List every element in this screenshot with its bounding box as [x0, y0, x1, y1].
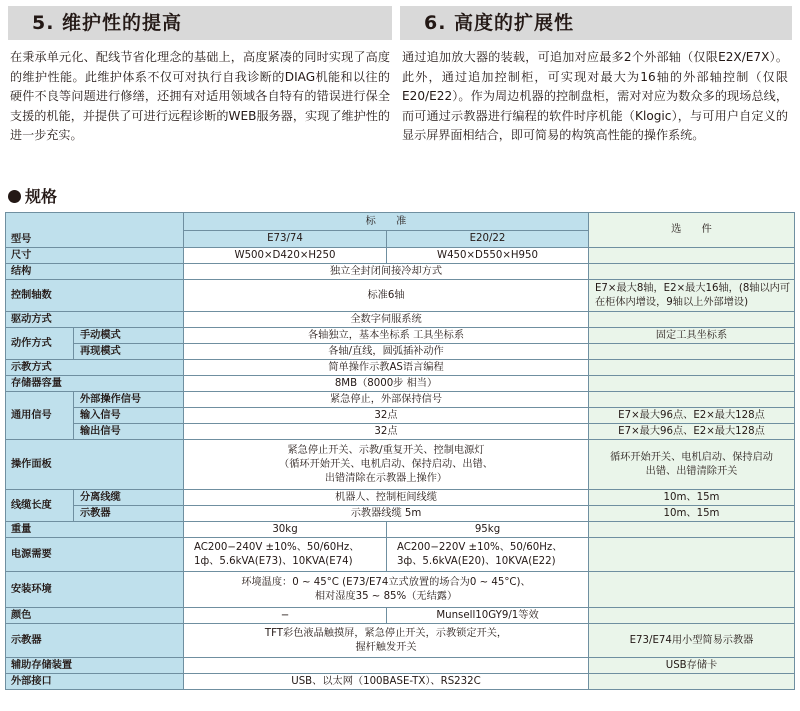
cable-label: 线缆长度	[6, 490, 74, 522]
spec-heading-text: 规格	[25, 187, 58, 206]
panel-label: 操作面板	[6, 440, 184, 490]
drive-opt	[589, 312, 795, 328]
color-b: Munsell10GY9/1等效	[387, 608, 589, 624]
table-row	[6, 538, 795, 572]
env-line: 相对湿度35 ~ 85%（无结露）	[314, 590, 458, 602]
weight-b: 95kg	[387, 522, 589, 538]
panel-opt-line: 出错、出错清除开关	[645, 465, 738, 477]
teach-value: 简单操作示教AS语言编程	[184, 360, 589, 376]
spec-heading	[8, 186, 57, 208]
replay-mode-opt	[589, 344, 795, 360]
env-label: 安装环境	[6, 572, 184, 608]
replay-mode-value: 各轴/直线，圆弧插补动作	[184, 344, 589, 360]
axes-label: 控制轴数	[6, 280, 184, 312]
manual-mode-value: 各轴独立，基本坐标系 工具坐标系	[184, 328, 589, 344]
table-row	[6, 248, 795, 264]
table-row	[6, 312, 795, 328]
spec-table	[5, 212, 795, 690]
manual-mode-opt: 固定工具坐标系	[589, 328, 795, 344]
table-row	[6, 624, 795, 658]
power-b	[387, 538, 589, 572]
input-signal-value: 32点	[184, 408, 589, 424]
color-label: 颜色	[6, 608, 184, 624]
output-signal-value: 32点	[184, 424, 589, 440]
sep-cable-opt: 10m、15m	[589, 490, 795, 506]
teach-opt	[589, 360, 795, 376]
table-row	[6, 522, 795, 538]
table-row	[6, 264, 795, 280]
weight-a: 30kg	[184, 522, 387, 538]
storage-label: 辅助存储装置	[6, 658, 184, 674]
table-row	[6, 328, 795, 344]
input-signal-label: 输入信号	[74, 408, 184, 424]
bullet-icon	[8, 190, 21, 203]
model-label-cell	[6, 213, 184, 248]
table-row	[6, 440, 795, 490]
pendant-cable-value: 示教器线缆 5m	[184, 506, 589, 522]
drive-value: 全数字伺服系统	[184, 312, 589, 328]
input-signal-opt: E7×最大96点、E2×最大128点	[589, 408, 795, 424]
model-label: 型号	[11, 234, 32, 245]
standard-header: 标 准	[184, 213, 589, 231]
panel-line: 出错清除在示教器上操作）	[324, 472, 448, 484]
structure-label: 结构	[6, 264, 184, 280]
option-header: 选 件	[589, 213, 795, 248]
size-a: W500×D420×H250	[184, 248, 387, 264]
panel-opt	[589, 440, 795, 490]
panel-opt-line: 循环开始开关、电机启动、保持启动	[610, 451, 773, 463]
pendant-line: 握杆触发开关	[355, 641, 417, 653]
table-row	[6, 424, 795, 440]
io-label: 通用信号	[6, 392, 74, 440]
table-row	[6, 408, 795, 424]
table-row	[6, 392, 795, 408]
memory-label: 存储器容量	[6, 376, 184, 392]
size-b: W450×D550×H950	[387, 248, 589, 264]
sep-cable-value: 机器人、控制柜间线缆	[184, 490, 589, 506]
pendant-value	[184, 624, 589, 658]
pendant-label: 示教器	[6, 624, 184, 658]
sep-cable-label: 分离线缆	[74, 490, 184, 506]
model-b: E20/22	[387, 231, 589, 248]
power-opt	[589, 538, 795, 572]
table-row	[6, 490, 795, 506]
ports-opt	[589, 674, 795, 690]
size-opt	[589, 248, 795, 264]
replay-mode-label: 再现模式	[74, 344, 184, 360]
table-row	[6, 344, 795, 360]
size-label: 尺寸	[6, 248, 184, 264]
axes-opt: E7×最大8轴，E2×最大16轴，(8轴以内可在柜体内增设，9轴以上外部增设)	[589, 280, 795, 312]
axes-value: 标准6轴	[184, 280, 589, 312]
power-b-line: 3ф、5.6kVA(E20)、10KVA(E22)	[397, 555, 556, 567]
table-row	[6, 376, 795, 392]
section-6-title: 6. 高度的扩展性	[400, 6, 792, 40]
table-row	[6, 360, 795, 376]
table-row	[6, 280, 795, 312]
memory-value: 8MB（8000步 相当）	[184, 376, 589, 392]
color-opt	[589, 608, 795, 624]
env-opt	[589, 572, 795, 608]
teach-label: 示教方式	[6, 360, 184, 376]
ports-value: USB、以太网（100BASE-TX）、RS232C	[184, 674, 589, 690]
power-b-line: AC200−220V ±10%、50/60Hz、	[397, 541, 563, 553]
power-a	[184, 538, 387, 572]
pendant-opt: E73/E74用小型简易示教器	[589, 624, 795, 658]
section-6-body: 通过追加放大器的装载，可追加对应最多2个外部轴（仅限E2X/E7X）。此外，通过追加控制柜，可实现对最大为16轴的外部轴控制（仅限E20/E22）。作为周边机器的控制盘柜，需对对应为数众多的现场总线，而可通过示教器进行编程的软件时序机能（Klogic），与可用户自定义的显示屏界面相结合，即可简易的构筑高性能的操作系统。	[402, 50, 788, 143]
ports-label: 外部接口	[6, 674, 184, 690]
panel-value	[184, 440, 589, 490]
env-line: 环境温度：0 ~ 45°C (E73/E74立式放置的场合为0 ~ 45°C)、	[241, 576, 531, 588]
output-signal-label: 输出信号	[74, 424, 184, 440]
weight-label: 重量	[6, 522, 184, 538]
storage-opt: USB存储卡	[589, 658, 795, 674]
table-row	[6, 658, 795, 674]
panel-line: （循环开始开关、电机启动、保持启动、出错、	[279, 458, 493, 470]
section-5-body: 在秉承单元化、配线节省化理念的基础上，高度紧凑的同时实现了高度的维护性能。此维护体系不仅可对执行自我诊断的DIAG机能和以往的硬件不良等问题进行修缮，还拥有对适用领域各自特有的错误进行保全支援的机能，并提供了可进行远程诊断的WEB服务器，实现了维护性的进一步充实。	[10, 50, 390, 143]
manual-mode-label: 手动模式	[74, 328, 184, 344]
table-row	[6, 506, 795, 522]
structure-value: 独立全封闭间接冷却方式	[184, 264, 589, 280]
table-row	[6, 213, 795, 231]
env-value	[184, 572, 589, 608]
memory-opt	[589, 376, 795, 392]
table-row	[6, 608, 795, 624]
output-signal-opt: E7×最大96点、E2×最大128点	[589, 424, 795, 440]
storage-value	[184, 658, 589, 674]
table-row	[6, 572, 795, 608]
panel-line: 紧急停止开关、示教/重复开关、控制电源灯	[287, 444, 485, 456]
motion-label: 动作方式	[6, 328, 74, 360]
model-a: E73/74	[184, 231, 387, 248]
structure-opt	[589, 264, 795, 280]
pendant-cable-opt: 10m、15m	[589, 506, 795, 522]
power-a-line: AC200−240V ±10%、50/60Hz、	[194, 541, 360, 553]
table-row	[6, 674, 795, 690]
ext-signal-opt	[589, 392, 795, 408]
power-a-line: 1ф、5.6kVA(E73)、10KVA(E74)	[194, 555, 353, 567]
ext-signal-label: 外部操作信号	[74, 392, 184, 408]
power-label: 电源需要	[6, 538, 184, 572]
color-a: −	[184, 608, 387, 624]
pendant-cable-label: 示教器	[74, 506, 184, 522]
weight-opt	[589, 522, 795, 538]
pendant-line: TFT彩色液晶触摸屏，紧急停止开关，示教锁定开关，	[264, 627, 508, 639]
section-5-title: 5. 维护性的提高	[8, 6, 392, 40]
drive-label: 驱动方式	[6, 312, 184, 328]
ext-signal-value: 紧急停止，外部保持信号	[184, 392, 589, 408]
